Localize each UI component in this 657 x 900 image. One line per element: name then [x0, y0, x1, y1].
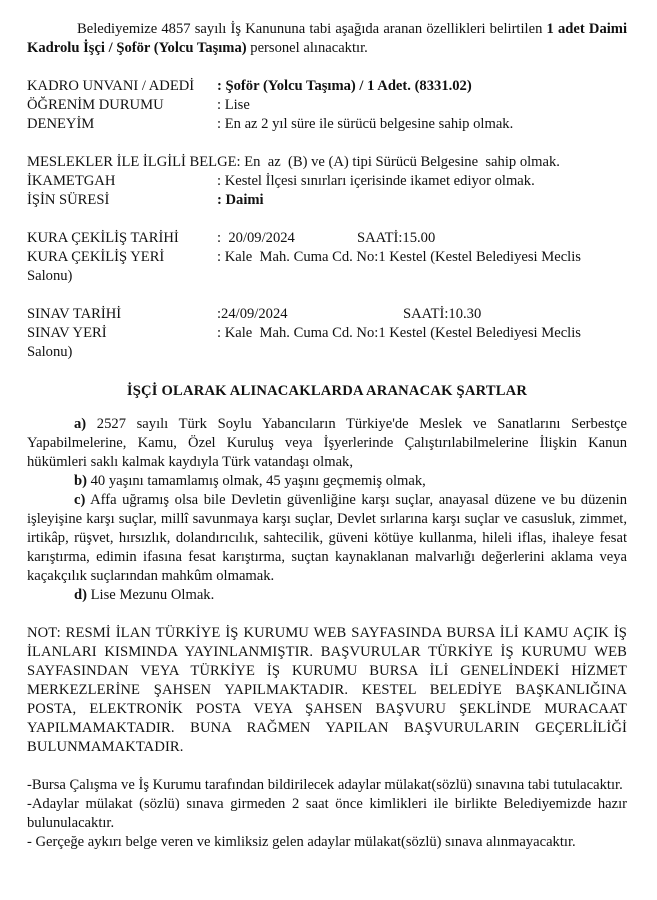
- note-bullet: -Bursa Çalışma ve İş Kurumu tarafından bildirilecek adaylar mülakat(sözlü) sınavına tabi tutulacaktır.: [27, 777, 623, 793]
- kura-date-row: [27, 229, 627, 248]
- belge-value: En az (B) ve (A) tipi Sürücü Belgesine sahip olmak.: [240, 154, 560, 170]
- condition-text: Affa uğramış olsa bile Devletin güvenliğine karşı suçlar, anayasal düzene ve bu düzenin işleyişine karşı suçlar, millî savunmaya karşı suçlar, Devlet sırlarına karşı suçlar ve casusluk, zimmet, irtikâp, rüşvet, hırsızlık, dolandırıcılık, sahtecilik, güveni kötüye kullanma, hileli iflas, ihaleye fesat karıştırma, edimin ifasına fesat karıştırma, suçtan kaynaklanan malvarlığı değerlerini aklama veya kaçakçılık suçlarından mahkûm olmamak.: [27, 492, 627, 584]
- ogrenim-value: : Lise: [217, 97, 250, 113]
- belge-label: MESLEKLER İLE İLGİLİ BELGE:: [27, 154, 241, 170]
- conditions-list: [27, 415, 627, 605]
- ikamet-value: : Kestel İlçesi sınırları içerisinde ikamet ediyor olmak.: [217, 173, 535, 189]
- notes-list: [27, 776, 627, 852]
- sinav-place-cont: Salonu): [27, 344, 73, 360]
- condition-item: [27, 472, 627, 491]
- official-note: NOT: RESMİ İLAN TÜRKİYE İŞ KURUMU WEB SAYFASINDA BURSA İLİ KAMU AÇIK İŞ İLANLARI KISMINDA YAYINLANMIŞTIR. BAŞVURULAR TÜRKİYE İŞ KURUMU WEB SAYFASINDAN VEYA TÜRKİYE İŞ KURUMU BURSA İLİ GENELİNDEKİ HİZMET MERKEZLERİNE ŞAHSEN YAPILMAKTADIR. KESTEL BELEDİYE BAŞKANLIĞINA POSTA, ELEKTRONİK POSTA VEYA ŞAHSEN BAŞVURU ŞEKLİNDE MURACAAT YAPILMAMAKTADIR. BUNA RAĞMEN YAPILAN BAŞVURULARIN GEÇERLİLİĞİ BULUNMAMAKTADIR.: [27, 625, 627, 755]
- condition-item: [27, 491, 627, 586]
- field-belge: [27, 153, 627, 172]
- intro-position-bold: 1 adet Daimi Kadrolu İşçi / Şoför (Yolcu Taşıma): [27, 21, 628, 56]
- sinav-date-label: SINAV TARİHİ: [27, 306, 122, 322]
- intro-text: Belediyemize 4857 sayılı İş Kanununa tabi aşağıda aranan özellikleri belirtilen: [77, 21, 547, 37]
- sinav-place-value: : Kale Mah. Cuma Cd. No:1 Kestel (Kestel Belediyesi Meclis: [217, 325, 581, 341]
- sure-value: : Daimi: [217, 192, 264, 208]
- sure-label: İŞİN SÜRESİ: [27, 192, 110, 208]
- kura-date-value: : 20/09/2024: [217, 230, 295, 246]
- condition-item: [27, 415, 627, 472]
- condition-letter: d): [74, 587, 87, 603]
- deneyim-label: DENEYİM: [27, 116, 95, 132]
- ikamet-label: İKAMETGAH: [27, 173, 116, 189]
- ogrenim-label: ÖĞRENİM DURUMU: [27, 97, 164, 113]
- condition-letter: a): [74, 416, 87, 432]
- conditions-heading: İŞÇİ OLARAK ALINACAKLARDA ARANACAK ŞARTLAR: [126, 383, 528, 399]
- sinav-time-value: SAATİ:10.30: [403, 306, 482, 322]
- kadro-label: KADRO UNVANI / ADEDİ: [27, 78, 195, 94]
- sinav-place-label: SINAV YERİ: [27, 325, 107, 341]
- kura-place-cont: Salonu): [27, 268, 73, 284]
- sinav-date-row: [27, 305, 627, 324]
- kadro-value: : Şoför (Yolcu Taşıma) / 1 Adet. (8331.02): [217, 78, 472, 94]
- intro-text-end: personel alınacaktır.: [246, 40, 368, 56]
- field-deneyim: [27, 115, 627, 134]
- condition-letter: b): [74, 473, 87, 489]
- condition-text: 2527 sayılı Türk Soylu Yabancıların Türkiye'de Meslek ve Sanatlarını Serbestçe Yapabilmelerine, Kamu, Özel Kuruluş veya İşyerlerinde Çalıştırılabilmelerine İlişkin Kanun hükümleri saklı kalmak kaydıyla Türk vatandaşı olmak,: [27, 416, 627, 470]
- sinav-place-row: [27, 324, 627, 343]
- condition-text: 40 yaşını tamamlamış olmak, 45 yaşını geçmemiş olmak,: [86, 473, 426, 489]
- kura-place-label: KURA ÇEKİLİŞ YERİ: [27, 249, 165, 265]
- kura-date-label: KURA ÇEKİLİŞ TARİHİ: [27, 230, 179, 246]
- intro-paragraph: [27, 20, 627, 58]
- condition-item: [27, 586, 627, 605]
- field-kadro: [27, 77, 627, 96]
- kura-place-row: [27, 248, 627, 267]
- field-ogrenim: [27, 96, 627, 115]
- announcement-document: [27, 20, 627, 852]
- field-ikamet: [27, 172, 627, 191]
- note-bullet: -Adaylar mülakat (sözlü) sınava girmeden 2 saat önce kimlikleri ile birlikte Belediyemizde hazır bulunulacaktır.: [27, 796, 627, 831]
- kura-time-value: SAATİ:15.00: [357, 230, 436, 246]
- sinav-date-value: :24/09/2024: [217, 306, 288, 322]
- note-bullet: - Gerçeğe aykırı belge veren ve kimliksiz gelen adaylar mülakat(sözlü) sınava alınmayacaktır.: [27, 834, 576, 850]
- kura-place-value: : Kale Mah. Cuma Cd. No:1 Kestel (Kestel Belediyesi Meclis: [217, 249, 581, 265]
- condition-letter: c): [74, 492, 86, 508]
- deneyim-value: : En az 2 yıl süre ile sürücü belgesine sahip olmak.: [217, 116, 514, 132]
- condition-text: Lise Mezunu Olmak.: [86, 587, 215, 603]
- field-sure: [27, 191, 627, 210]
